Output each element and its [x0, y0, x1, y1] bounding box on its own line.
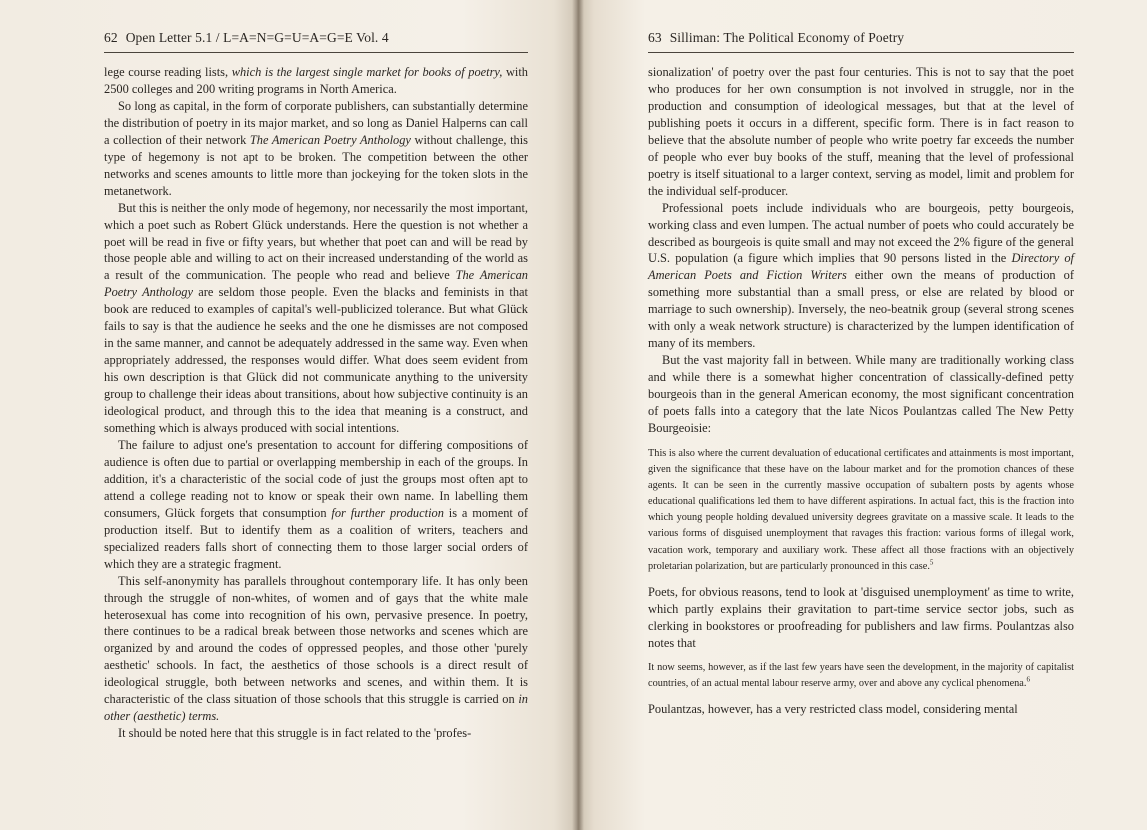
block-quote-2: It now seems, however, as if the last few years have seen the development, in the majority of capitalist countries, of an actual mental labour reserve army, over and above any cyclical phenomena.$^6$ — [648, 661, 1074, 689]
right-paragraph-2: Professional poets include individuals who are bourgeois, petty bourgeois, working class and even lumpen. The actual number of poets who could accurately be described as bourgeois is quite small and may not exceed the 2% figure of the general U.S. population (a figure which implies that 90 persons listed in the Directory of American Poets and Fiction Writers either own the means of production of something more substantial than a small press, or else are related by blood or marriage to such ownership). Inversely, the neo-beatnik group (several strong scenes with only a weak network structure) is characterized by the lumpen identification of many of its members. — [648, 200, 1075, 351]
left-paragraph-6: It should be noted here that this struggle is in fact related to the 'profes- — [118, 726, 472, 741]
right-paragraph-3: But the vast majority fall in between. While many are traditionally working class and while there is a somewhat higher concentration of classically-defined petty bourgeois than in the general American economy, the most significant concentration of poets falls into a category that the late Nicos Poulantzas called The New Petty Bourgeoisie: — [648, 353, 1074, 436]
right-paragraph-4: Poets, for obvious reasons, tend to look at 'disguised unemployment' as time to write, which partly explains their gravitation to part-time service sector jobs, such as clerking in bookstores or proofreading for publishers and law firms. Poulantzas also notes that — [648, 584, 1074, 650]
left-paragraph-4: The failure to adjust one's presentation to account for differing compositions of audience is often due to partial or overlapping membership in each of the groups. In addition, it's a characteristic of the social code of just the groups most often apt to attend a college reading not to know or speak their own name. In labelling them consumers, Glück forgets that consumption for further production is a moment of production itself. But to identify them as a coalition of writers, teachers and specialized readers falls short of connecting them to those larger social orders of which they are a strategic fragment. — [104, 437, 528, 571]
right-page — [577, 0, 1147, 830]
left-header-title: Open Letter 5.1 / L=A=N=G=U=A=G=E Vol. 4 — [125, 30, 389, 45]
left-paragraph-5: This self-anonymity has parallels throughout contemporary life. It has only been through the struggle of non-whites, of women and of gays that the white male heterosexual has come into recognition of his own, pervasive presence. In poetry, there continues to be a radical break between those networks and scenes which are organized by and around the codes of oppressed peoples, and those other 'purely aesthetic' schools. In fact, the aesthetics of those schools is a direct result of ideological struggle, both between networks and scenes, and within them. It is characteristic of the class situation of those schools that this struggle is carried on in other (aesthetic) terms. — [104, 573, 528, 724]
right-paragraph-5: Poulantzas, however, has a very restricted class model, considering mental — [648, 701, 1018, 716]
block-quote-1: This is also where the current devaluation of educational certificates and attainments is most important, given the significance that these have on the labour market and for the promotion chances of these agents. It can be seen in the currently massive occupation of subaltern posts by agents whose educational qualifications led them to have different aspirations. In actual fact, this is the fraction into which young people holding devalued university degrees gravitate on a massive scale. It leads to the various forms of disguised unemployment that ravages this fraction: various forms of illegal work, vacation work, temporary and auxiliary work. These affect all those fractions with an objectively proletarian polarization, but are particularly pronounced in this case.$^5$ — [648, 447, 1074, 572]
right-page-number: 63 — [648, 30, 662, 45]
left-paragraph-1: lege course reading lists, which is the largest single market for books of poetry, with 2500 colleges and 200 writing programs in North America. — [104, 65, 528, 96]
left-page-body — [104, 64, 528, 742]
left-paragraph-3: But this is neither the only mode of hegemony, nor necessarily the most important, which a poet such as Robert Glück understands. Here the question is not whether a poet will be read in five or fifty years, but whether that poet can and will be read by those people able and willing to act on their increased understanding of the world as a result of the communication. The people who read and believe The American Poetry Anthology are seldom those people. Even the blacks and feminists in that book are reduced to examples of capital's well-publicized tolerance. But what Glück fails to say is that the audience he seeks and the one he dismisses are not composed in the same manner, and cannot be adequately addressed in the same way. Even when appropriately addressed, the responses would differ. What does seem evident from his own description is that Glück did not communicate anything to the university group to challenge their ideas about transitions, about how subjective continuity is an ideological product, and through this to the idea that meaning is a construct, and something which is always produced with social intentions. — [104, 200, 528, 436]
footnote-ref-6: 6 — [1026, 675, 1030, 684]
book-gutter-shadow — [572, 0, 584, 830]
left-paragraph-2: So long as capital, in the form of corporate publishers, can substantially determine the distribution of poetry in its major market, and so long as Daniel Halperns can call a collection of their network The American Poetry Anthology without challenge, this type of hegemony is not apt to be broken. The competition between the other networks and scenes amounts to little more than jockeying for the token slots in the metanetwork. — [104, 98, 528, 198]
right-paragraph-1: sionalization' of poetry over the past four centuries. This is not to say that the poet who produces for her own consumption is not involved in struggle, nor in the production and consumption of ideological messages, but that at the level of publishing poets it occurs in a different, specific form. There is in fact reason to believe that the absolute number of people who write poetry far exceeds the number of people who ever buy books of the stuff, meaning that the level of professional poetry is itself situational to a larger context, serving as model, limit and problem for the individual self-producer. — [648, 65, 1074, 198]
left-page-number: 62 — [104, 30, 118, 45]
right-header-title: Silliman: The Political Economy of Poetry — [669, 30, 905, 45]
left-running-header — [104, 30, 528, 53]
right-page-body — [648, 64, 1074, 718]
footnote-ref-5: 5 — [929, 558, 934, 567]
right-running-header — [648, 30, 1074, 53]
